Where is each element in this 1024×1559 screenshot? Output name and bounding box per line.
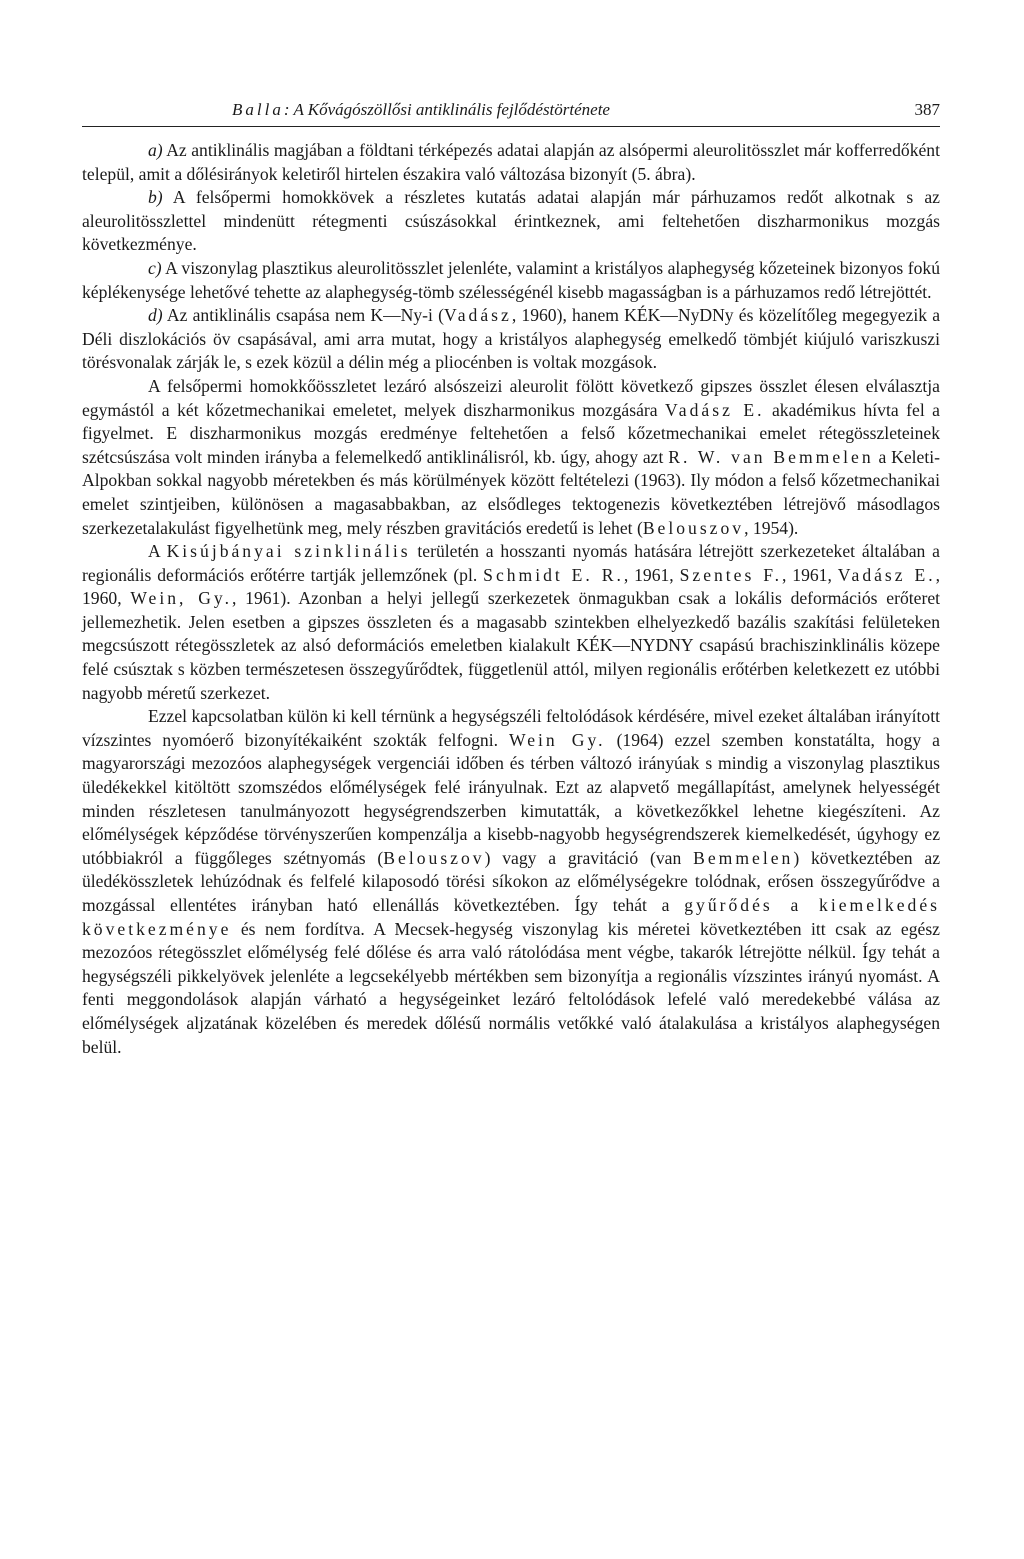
header-author: Balla	[232, 100, 284, 119]
paragraph-c-label: c)	[148, 257, 162, 278]
emphasis-gyurodes: gyűrődés a kiemelkedés következménye	[82, 895, 940, 939]
citation-belouszov: Belouszov	[642, 517, 745, 538]
term-kisujbanyai-szinklinalis: Kisújbányai szinklinális	[166, 541, 411, 562]
paragraph-hegysegszeli-text-1: Ezzel kapcsolatban külön ki kell térnünk a hegységszéli feltolódások kérdésére, mivel ezeket általában irányított vízszintes nyomóerő bizonyítékaiként szokták felfogni.	[82, 706, 940, 750]
citation-bemmelen: Bemmelen	[693, 847, 794, 868]
paragraph-gipsz-text-4: , 1954).	[744, 517, 799, 538]
paragraph-kisujbanya	[82, 540, 940, 705]
paragraph-hegysegszeli-text-5: és nem fordítva. A Mecsek-hegység viszonylag kis méretei következtében itt csak az egész mezozóos rétegösszlet előmélység felé dőlése és arra való rátolódása ment végbe, takarók létrejötte nélkül. Így tehát a hegységszéli pikkelyövek jelenléte a legcsekélyebb mértékben sem bizonyítja a regionális vízszintes irányú nyomást. A fenti meggondolások alapján várható a hegységeinket lezáró feltolódások lefelé való meredekebbé válása az előmélységek aljzatának közelében és meredek dőlésű normális vetőkké való átalakulása a kristályos alaphegységen belül.	[82, 918, 940, 1057]
citation-szentes: Szentes F.	[679, 564, 782, 585]
paragraph-kisujbanya-text-4: , 1961,	[782, 564, 838, 585]
paragraph-hegysegszeli-text-3: ) vagy a gravitáció (van	[484, 847, 694, 868]
paragraph-kisujbanya-text-5: , 1960,	[82, 564, 941, 609]
paragraph-gipsz-text-2: akadémikus hívta fel a figyelmet. E diszharmonikus mozgás eredménye feltehetően a felső kőzetmechanikai emelet rétegösszleteinek szétcsúszása volt minden irányba a felemelkedő antiklinálisról, kb. úgy, ahogy azt	[82, 399, 940, 467]
paragraph-d	[82, 304, 940, 375]
paragraph-kisujbanya-text-1: A	[148, 541, 167, 562]
paragraph-c	[82, 257, 940, 304]
name-vadasz-e: Vadász E.	[665, 399, 765, 420]
citation-belouszov-2: Belouszov	[383, 847, 485, 868]
paragraph-kisujbanya-text-3: , 1961,	[623, 564, 680, 585]
citation-vadasz-e: Vadász E.	[837, 564, 936, 585]
paragraph-hegysegszeli-text-2: (1964) ezzel szemben konstatálta, hogy a magyarországi mezozóos alaphegységek vergenciái időben és térben változó irányúak s mindig a viszonylag plasztikus üledékekkel kitöltött szomszédos előmélységek felé irányulnak. Ezt az alapvető megállapítást, amelynek helyességét minden részletesen tanulmányozott hegységrendszerben kimutatták, a következőkkel lehetne kiegészíteni. Az előmélységek képződése törvényszerűen kompenzálja a kisebb-nagyobb hegységrendszerek kiemelkedését, úgyhogy ez utóbbiakról a függőleges szétnyomás (	[82, 729, 940, 868]
paragraph-a	[82, 139, 940, 186]
page	[82, 96, 940, 1059]
paragraph-b-label: b)	[148, 187, 163, 208]
citation-vadasz: Vadász	[443, 305, 512, 326]
paragraph-b-text: A felsőpermi homokkövek a részletes kutatás adatai alapján már párhuzamos redőt alkotnak s az aleurolitösszlettel mindenütt rétegmenti csúszásokkal érintkeznek, ami feltehetően diszharmonikus mozgás következménye.	[82, 187, 940, 255]
name-van-bemmelen: R. W. van Bemmelen	[668, 446, 874, 467]
paragraph-gipsz	[82, 375, 940, 540]
citation-wein: Wein, Gy.	[130, 588, 232, 609]
header-title: A Kővágószöllősi antiklinális fejlődéstörténete	[293, 100, 610, 119]
paragraph-d-label: d)	[148, 305, 163, 326]
citation-schmidt: Schmidt E. R.	[483, 564, 624, 585]
paragraph-c-text: A viszonylag plasztikus aleurolitösszlet jelenléte, valamint a kristályos alaphegység kőzeteinek bizonyos fokú képlékenysége lehetővé tehette az alaphegység-tömb szélességénél kisebb magasságban is a párhuzamos redő létrejöttét.	[82, 257, 940, 302]
running-header	[82, 96, 940, 127]
paragraph-kisujbanya-text-6: , 1961). Azonban a helyi jellegű szerkezetek önmagukban csak a lokális deformációs erőteret jellemezhetik. Jelen esetben a gipszes összleten és a magasabb szintekben elhelyezkedő bazális szakítási felületeken megcsúszott rétegösszletek az alsó deformációs emeletben kialakult KÉK—NYDNY csapású brachiszinklinális közepe felé csúsztak s közben természetesen összegyűrődtek, függetlenül attól, milyen regionális erőtérben keletkezett ez utóbbi nagyobb méretű szerkezet.	[82, 588, 941, 703]
page-number: 387	[914, 100, 940, 119]
paragraph-b	[82, 186, 940, 257]
paragraph-gipsz-text-3: a Keleti-Alpokban sokkal nagyobb méretekben és más körülmények között feltételezi (1963). Ily módon a felső kőzetmechanikai emelet szintjeiben, különösen a magasabbakban, az elsődleges tektogenezis következtében létrejövő másodlagos szerkezetalakulást figyelhetünk meg, mely részben gravitációs eredetű is lehet (	[82, 446, 941, 538]
paragraph-d-text-2: , 1960), hanem KÉK—NyDNy és közelítőleg megegyezik a Déli diszlokációs öv csapásával, ami arra mutat, hogy a kristályos alaphegység emelkedő tömbjét kiújuló variszkuszi törésvonalak zárják le, s ezek közül a délin még a pliocénben is voltak mozgások.	[82, 305, 941, 373]
paragraph-a-text: Az antiklinális magjában a földtani térképezés adatai alapján az alsópermi aleurolitösszlet már kofferredőként települ, amit a dőlésirányok keletiről hirtelen északira való változása bizonyít (5. ábra).	[82, 140, 940, 184]
paragraph-hegysegszeli-text-4: ) következtében az üledékösszletek lehúzódnak és felfelé kilaposodó törési síkokon az előmélységekre tolódnak, erősen összegyűrődve a mozgással ellentétes irányban ható ellenállás következtében. Így tehát a	[82, 847, 941, 915]
paragraph-gipsz-text-1: A felsőpermi homokkőösszletet lezáró alsószeizi aleurolit fölött következő gipszes összlet élesen elválasztja egymástól a két kőzetmechanikai emeletet, melyek diszharmonikus mozgására	[82, 375, 940, 420]
citation-wein-gy: Wein Gy.	[509, 729, 606, 750]
paragraph-d-text-1: Az antiklinális csapása nem K—Ny-i (	[162, 305, 444, 326]
paragraph-hegysegszeli	[82, 705, 940, 1059]
running-title	[232, 100, 610, 120]
paragraph-kisujbanya-text-2: területén a hosszanti nyomás hatására létrejött szerkezeteket általában a regionális deformációs erőtérre tartják jellemzőnek (pl.	[82, 541, 940, 585]
paragraph-a-label: a)	[148, 140, 163, 160]
header-separator: :	[283, 100, 294, 119]
